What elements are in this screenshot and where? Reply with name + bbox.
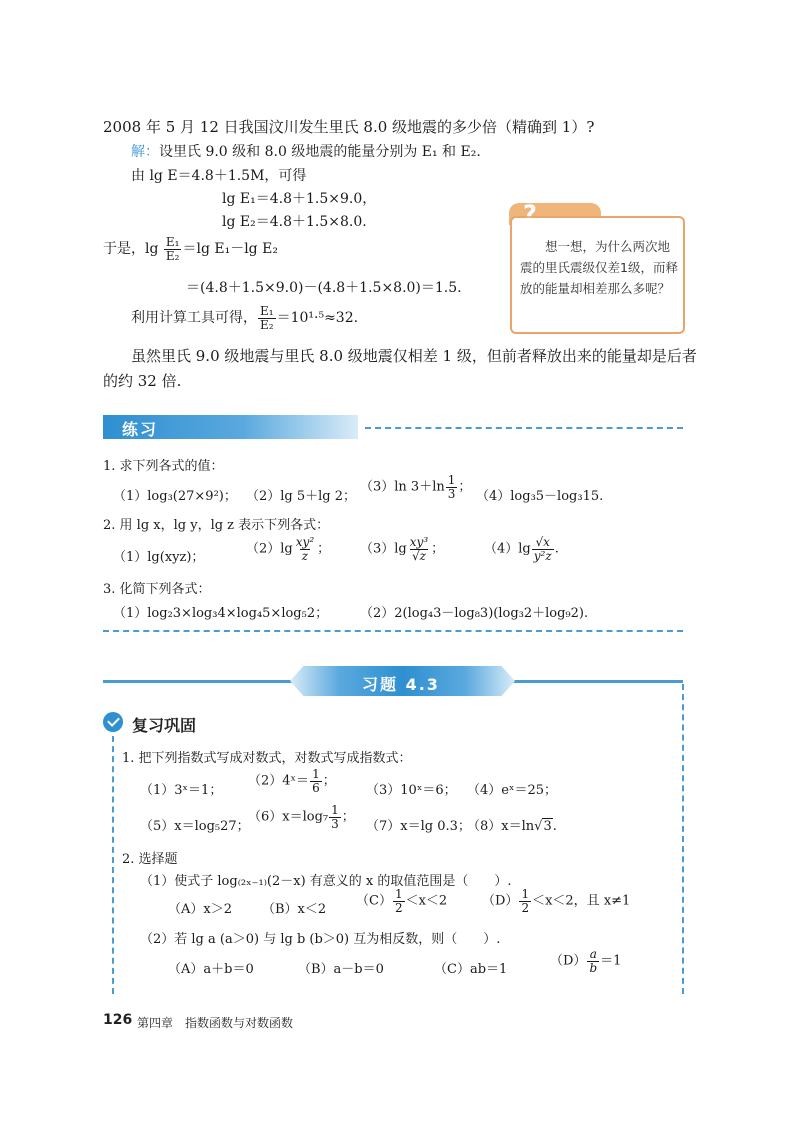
q1-2-frac — [310, 768, 322, 794]
q2c-frac — [408, 536, 430, 562]
q2d-pre: （4）lg — [484, 541, 531, 557]
q2b-end: ； — [317, 541, 331, 557]
frac-num: a — [589, 947, 597, 961]
solution-line-4: lg E₂＝4.8＋1.5×8.0. — [222, 214, 367, 230]
q22d-end: ＝1 — [600, 953, 622, 969]
exercise-dash-bottom — [103, 630, 683, 632]
xiti-q2-1-D — [482, 888, 630, 914]
xiti-q2-2-C: （C）ab＝1 — [434, 962, 508, 977]
exercise-q1: 1. 求下列各式的值： — [103, 459, 224, 474]
frac-num: E₁ — [165, 235, 180, 249]
q21d-end: ＜x＜2，且 x≠1 — [532, 893, 631, 909]
q22d-frac — [587, 948, 599, 974]
exercise-q2-b — [246, 536, 330, 562]
solution-line-5 — [103, 236, 278, 262]
solution-line-1 — [131, 141, 481, 161]
frac-den: 2 — [521, 900, 530, 915]
solution-label: 解： — [131, 144, 159, 160]
frac-num: 1 — [331, 803, 339, 817]
conclusion-line-1: 虽然里氏 9.0 级地震与里氏 8.0 级地震仅相差 1 级，但前者释放出来的能量却是后者 — [131, 347, 697, 365]
q1-8-end: . — [552, 819, 557, 834]
exercise-q3: 3. 化简下列各式： — [103, 582, 211, 597]
frac-den: b — [589, 960, 598, 975]
solution-line-6: ＝(4.8＋1.5×9.0)－(4.8＋1.5×8.0)＝1.5. — [186, 280, 462, 296]
exercise-q1-c — [360, 474, 471, 500]
q21c-frac — [393, 888, 405, 914]
q2c-pre: （3）lg — [360, 541, 407, 557]
question-mark-icon: ? — [523, 200, 537, 228]
q2d-end: . — [554, 541, 559, 557]
xiti-q1-8: （8）x＝ln√3. — [467, 819, 557, 834]
frac-num: 1 — [521, 887, 530, 901]
xiti-q2-2: （2）若 lg a (a＞0) 与 lg b (b＞0) 互为相反数，则（ ）. — [140, 932, 501, 947]
frac-den: E₂ — [260, 317, 274, 332]
review-left-border — [112, 736, 114, 994]
frac-num: 1 — [312, 767, 320, 781]
frac-num: 1 — [447, 473, 456, 487]
q21c-pre: （C） — [356, 893, 392, 909]
xiti-q1: 1. 把下列指数式写成对数式，对数式写成指数式： — [122, 751, 412, 766]
q2c-end: ； — [431, 541, 445, 557]
xiti-q2-2-B: （B）a－b＝0 — [298, 962, 384, 977]
q2d-frac — [532, 536, 554, 562]
q1-8-pre: （8）x＝ln — [467, 819, 535, 834]
solution-text-1: 设里氏 9.0 级和 8.0 级地震的能量分别为 E₁ 和 E₂. — [159, 144, 481, 160]
xiti-q1-5: （5）x＝log₅27； — [140, 819, 250, 834]
think-box-text: 想一想，为什么两次地震的里氏震级仅差1级，而释放的能量却相差那么多呢？ — [520, 239, 678, 296]
xiti-q1-7: （7）x＝lg 0.3； — [366, 819, 471, 834]
q1c-pre: （3）ln 3＋ln — [360, 479, 445, 495]
frac-den: 3 — [331, 816, 339, 831]
exercise-q1-a: （1）log₃(27×9²)； — [113, 489, 237, 504]
q1-6-end: ； — [341, 809, 355, 825]
frac-den: y²z — [533, 548, 552, 563]
xiti-q2-1: （1）使式子 log₍₂ₓ₋₁₎(2－x) 有意义的 x 的取值范围是（ ）. — [140, 874, 512, 889]
exercise-q3-a: （1）log₂3×log₃4×log₄5×log₅2； — [113, 606, 329, 621]
q2b-frac — [294, 536, 316, 562]
exercise-q1-b: （2）lg 5＋lg 2； — [246, 489, 357, 504]
xiti-q1-6 — [248, 804, 355, 830]
exercise-q3-b: （2）2(log₄3－log₈3)(log₃2＋log₉2). — [360, 606, 589, 621]
q1-8-radicand: 3 — [543, 819, 552, 834]
xiti-right-border — [682, 684, 684, 994]
xiti-q1-3: （3）10ˣ＝6； — [366, 783, 457, 798]
l7-prefix: 利用计算工具可得， — [131, 310, 257, 327]
l7-rest: ＝10¹·⁵≈32. — [276, 310, 359, 327]
exercise-q2-a: （1）lg(xyz)； — [113, 550, 205, 565]
xiti-q2-1-C — [356, 888, 447, 914]
exercise-title: 练习 — [122, 420, 159, 439]
xiti-q2-1-B: （B）x＜2 — [262, 902, 327, 917]
q1c-end: ； — [458, 479, 472, 495]
example-question: 2008 年 5 月 12 日我国汶川发生里氏 8.0 级地震的多少倍（精确到 1）? — [103, 118, 595, 136]
conclusion-line-2: 的约 32 倍. — [103, 372, 182, 390]
exercise-q1-d: （4）log₃5－log₃15. — [476, 489, 604, 504]
xiti-title: 习题 4.3 — [362, 675, 440, 694]
page-number: 126 — [103, 1012, 133, 1028]
q21c-end: ＜x＜2 — [405, 893, 448, 909]
q1c-frac — [446, 474, 458, 500]
exercise-q2: 2. 用 lg x，lg y，lg z 表示下列各式： — [103, 518, 330, 533]
frac-num: xy² — [295, 535, 315, 549]
l5-rest: ＝lg E₁－lg E₂ — [182, 241, 278, 258]
frac-num: 1 — [394, 887, 403, 901]
frac-den: 3 — [447, 486, 456, 501]
frac-den: 6 — [312, 780, 320, 795]
q1-2-end: ； — [322, 773, 336, 789]
xiti-q2-2-D — [550, 948, 621, 974]
ratio-fraction-2 — [258, 305, 276, 331]
xiti-q2: 2. 选择题 — [122, 852, 178, 867]
solution-line-2: 由 lg E＝4.8＋1.5M，可得 — [131, 168, 307, 184]
frac-den: E₂ — [165, 248, 180, 263]
q1-2-pre: （2）4ˣ＝ — [248, 773, 310, 789]
q21d-frac — [519, 888, 531, 914]
frac-den: 2 — [394, 900, 403, 915]
l5-prefix: 于是，lg — [103, 241, 159, 258]
q1-6-frac — [329, 804, 341, 830]
q21d-pre: （D） — [482, 893, 519, 909]
frac-num: E₁ — [260, 304, 274, 318]
q1-6-pre: （6）x＝log₇ — [248, 809, 329, 825]
xiti-q2-1-A: （A）x＞2 — [168, 902, 232, 917]
chapter-title: 第四章 指数函数与对数函数 — [137, 1016, 294, 1030]
frac-den: √z — [411, 548, 426, 563]
solution-line-7 — [131, 305, 358, 331]
frac-den: z — [301, 548, 309, 563]
xiti-q1-4: （4）eˣ＝25； — [467, 783, 558, 798]
exercise-q2-c — [360, 536, 444, 562]
frac-num: √x — [535, 535, 550, 549]
xiti-q1-1: （1）3ˣ＝1； — [140, 783, 223, 798]
ratio-fraction — [164, 236, 182, 262]
review-section-title: 复习巩固 — [132, 716, 197, 735]
review-check-icon — [103, 712, 123, 732]
q22d-pre: （D） — [550, 953, 587, 969]
q2b-pre: （2）lg — [246, 541, 293, 557]
exercise-dash-top — [365, 427, 683, 429]
xiti-q1-2 — [248, 768, 336, 794]
exercise-q2-d — [484, 536, 559, 562]
frac-num: xy³ — [409, 535, 429, 549]
solution-line-3: lg E₁＝4.8＋1.5×9.0， — [222, 191, 377, 207]
xiti-q2-2-A: （A）a＋b＝0 — [168, 962, 254, 977]
